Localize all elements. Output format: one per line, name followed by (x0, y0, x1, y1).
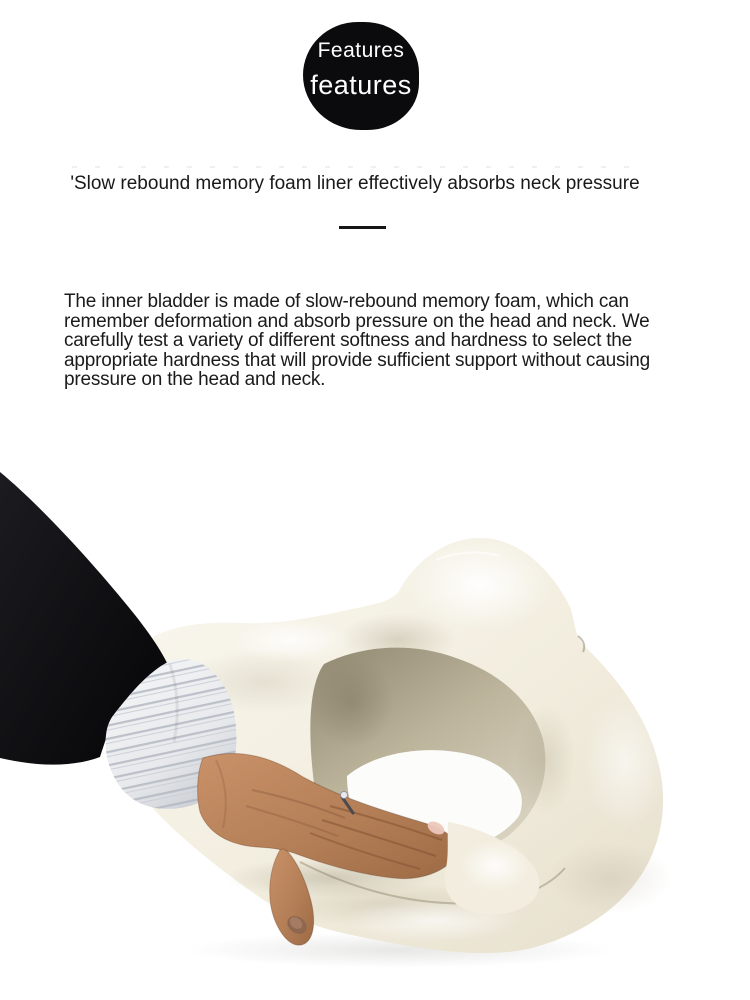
features-badge (303, 22, 419, 130)
badge-label-en: Features (317, 39, 405, 62)
product-photo (0, 460, 750, 1000)
erased-text-artifact (72, 166, 638, 168)
feature-headline: 'Slow rebound memory foam liner effectively absorbs neck pressure (70, 173, 640, 194)
headline-divider (339, 226, 386, 229)
badge-label-sub: features (310, 70, 412, 100)
feature-description: The inner bladder is made of slow-rebound memory foam, which can remember deformation and absorb pressure on the head and neck. We carefully test a variety of different softness and hardness to select the appropriate hardness that will provide sufficient support without causing pressure on the head and neck. (64, 291, 651, 391)
